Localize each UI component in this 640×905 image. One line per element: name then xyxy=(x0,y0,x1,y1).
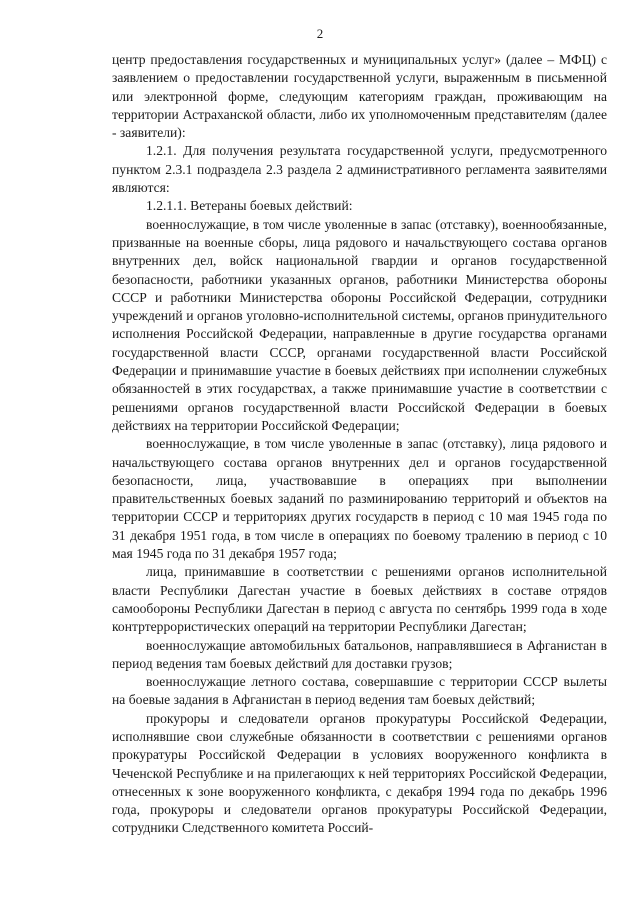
paragraph-intro: центр предоставления государственных и муниципальных услуг» (далее – МФЦ) с заявлением о предоставлении государственной услуги, выраженным в письменной или электронной форме, следующим категориям граждан, проживающим на территории Астраханской области, либо их уполномоченным представителям (далее - заявители): xyxy=(112,52,607,141)
list-item-automobile-battalions: военнослужащие автомобильных батальонов, направлявшиеся в Афганистан в период ведения там боевых действий для доставки грузов; xyxy=(112,637,607,671)
list-item-flight-personnel: военнослужащие летного состава, совершавшие с территории СССР вылеты на боевые задания в Афганистан в период ведения там боевых действий; xyxy=(112,674,607,708)
document-body xyxy=(112,51,607,838)
list-item-dagestan-self-defense: лица, принимавшие в соответствии с решениями органов исполнительной власти Республики Дагестан участие в боевых действиях в составе отрядов самообороны Республики Дагестан в период с августа по сентябрь 1999 года в ходе контртеррористических операций на территории Республики Дагестан; xyxy=(112,564,607,635)
list-item-military-personnel: военнослужащие, в том числе уволенные в запас (отставку), военнообязанные, призванные на военные сборы, лица рядового и начальствующего состава органов внутренних дел, войск национальной гвардии и органов государственной безопасности, работники указанных органов, работники Министерства обороны СССР и работники Министерства обороны Российской Федерации, сотрудники учреждений и органов уголовно-исполнительной системы, органов принудительного исполнения Российской Федерации, направленные в другие государства органами государственной власти СССР, органами государственной власти Российской Федерации и принимавшие участие в боевых действиях при исполнении служебных обязанностей в этих государствах, а также принимавшие участие в соответствии с решениями органов государственной власти Российской Федерации в боевых действиях на территории Российской Федерации; xyxy=(112,216,607,433)
list-item-prosecutors: прокуроры и следователи органов прокуратуры Российской Федерации, исполнявшие свои служебные обязанности в соответствии с решениями органов прокуратуры Российской Федерации в условиях вооруженного конфликта в Чеченской Республике и на прилегающих к ней территориях Российской Федерации, отнесенных к зоне вооруженного конфликта, с декабря 1994 года по декабрь 1996 года, прокуроры и следователи органов прокуратуры Российской Федерации, сотрудники Следственного комитета Россий- xyxy=(112,710,607,836)
paragraph-1-2-1: 1.2.1. Для получения результата государственной услуги, предусмотренного пунктом 2.3.1 подраздела 2.3 раздела 2 административного регламента заявителями являются: xyxy=(112,143,607,196)
list-item-demining-participants: военнослужащие, в том числе уволенные в запас (отставку), лица рядового и начальствующего состава органов внутренних дел и органов государственной безопасности, лица, участвовавшие в операциях при выполнении правительственных боевых заданий по разминированию территорий и объектов на территории СССР и территориях других государств в период с 10 мая 1945 года по 31 декабря 1951 года, в том числе в операциях по боевому тралению в период с 10 мая 1945 года по 31 декабря 1957 года; xyxy=(112,436,607,562)
paragraph-1-2-1-1: 1.2.1.1. Ветераны боевых действий: xyxy=(146,198,353,214)
page-number: 2 xyxy=(316,26,324,41)
